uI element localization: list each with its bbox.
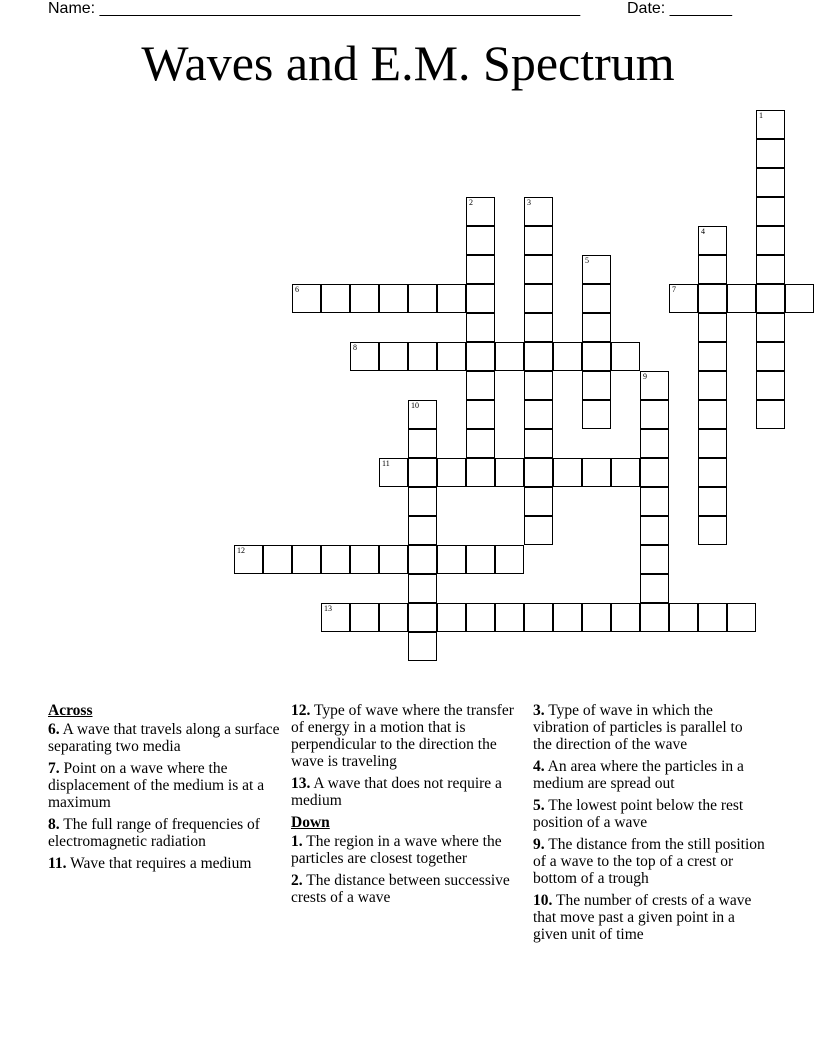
- clue-item: [533, 702, 765, 753]
- crossword-cell[interactable]: [756, 226, 785, 255]
- crossword-cell[interactable]: [466, 545, 495, 574]
- clue-item: [48, 721, 280, 755]
- crossword-cell[interactable]: [408, 516, 437, 545]
- crossword-cell[interactable]: [785, 284, 814, 313]
- crossword-cell[interactable]: [756, 255, 785, 284]
- crossword-cell[interactable]: [756, 313, 785, 342]
- crossword-cell[interactable]: [379, 342, 408, 371]
- crossword-cell[interactable]: [756, 400, 785, 429]
- crossword-cell[interactable]: [524, 458, 553, 487]
- crossword-cell[interactable]: [408, 400, 437, 429]
- crossword-cell[interactable]: [524, 342, 553, 371]
- clue-text: A wave that does not require a medium: [291, 775, 502, 809]
- crossword-cell[interactable]: [582, 342, 611, 371]
- crossword-cell[interactable]: [524, 371, 553, 400]
- crossword-cell[interactable]: [524, 226, 553, 255]
- clue-text: The lowest point below the rest position of a wave: [533, 797, 744, 831]
- clue-item: [291, 775, 523, 809]
- crossword-cell[interactable]: [321, 603, 350, 632]
- crossword-cell[interactable]: [698, 226, 727, 255]
- crossword-cell[interactable]: [582, 313, 611, 342]
- crossword-cell[interactable]: [379, 545, 408, 574]
- crossword-cell[interactable]: [553, 342, 582, 371]
- crossword-cell[interactable]: [466, 226, 495, 255]
- crossword-cell[interactable]: [698, 487, 727, 516]
- clue-item: [291, 833, 523, 867]
- crossword-cell[interactable]: [466, 458, 495, 487]
- crossword-cell[interactable]: [640, 429, 669, 458]
- clue-number: 5.: [533, 797, 545, 814]
- crossword-cell[interactable]: [524, 284, 553, 313]
- crossword-cell[interactable]: [437, 458, 466, 487]
- crossword-cell[interactable]: [756, 197, 785, 226]
- crossword-cell[interactable]: [408, 603, 437, 632]
- cell-number: 7: [672, 285, 676, 294]
- clue-column-1: [48, 702, 280, 877]
- crossword-cell[interactable]: [234, 545, 263, 574]
- clue-text: The number of crests of a wave that move past a given point in a given unit of time: [533, 892, 752, 943]
- clue-text: The full range of frequencies of electromagnetic radiation: [48, 816, 260, 850]
- clue-number: 8.: [48, 816, 60, 833]
- clue-text: Type of wave in which the vibration of particles is parallel to the direction of the wave: [533, 702, 743, 753]
- crossword-cell[interactable]: [698, 516, 727, 545]
- crossword-cell[interactable]: [466, 603, 495, 632]
- crossword-cell[interactable]: [756, 168, 785, 197]
- crossword-cell[interactable]: [582, 371, 611, 400]
- cell-number: 5: [585, 256, 589, 265]
- clue-number: 1.: [291, 833, 303, 850]
- crossword-cell[interactable]: [698, 313, 727, 342]
- crossword-cell[interactable]: [408, 342, 437, 371]
- clue-item: [533, 758, 765, 792]
- crossword-cell[interactable]: [611, 342, 640, 371]
- crossword-cell[interactable]: [408, 429, 437, 458]
- crossword-cell[interactable]: [640, 371, 669, 400]
- cell-number: 13: [324, 604, 332, 613]
- crossword-cell[interactable]: [437, 603, 466, 632]
- clue-number: 6.: [48, 721, 60, 738]
- clue-item: [48, 760, 280, 811]
- clue-number: 11.: [48, 855, 67, 872]
- crossword-cell[interactable]: [466, 255, 495, 284]
- crossword-cell[interactable]: [756, 110, 785, 139]
- clue-text: Wave that requires a medium: [70, 855, 252, 872]
- crossword-cell[interactable]: [524, 429, 553, 458]
- clue-item: [533, 892, 765, 943]
- crossword-cell[interactable]: [756, 342, 785, 371]
- crossword-cell[interactable]: [698, 429, 727, 458]
- crossword-cell[interactable]: [524, 313, 553, 342]
- crossword-cell[interactable]: [321, 284, 350, 313]
- clue-number: 9.: [533, 836, 545, 853]
- crossword-cell[interactable]: [640, 458, 669, 487]
- cell-number: 1: [759, 111, 763, 120]
- crossword-cell[interactable]: [582, 458, 611, 487]
- crossword-cell[interactable]: [466, 313, 495, 342]
- crossword-cell[interactable]: [524, 197, 553, 226]
- crossword-cell[interactable]: [582, 284, 611, 313]
- crossword-cell[interactable]: [582, 603, 611, 632]
- clue-number: 12.: [291, 702, 311, 719]
- cell-number: 8: [353, 343, 357, 352]
- clue-number: 13.: [291, 775, 311, 792]
- crossword-cell[interactable]: [611, 603, 640, 632]
- clue-text: The distance from the still position of a wave to the top of a crest or bottom of a trough: [533, 836, 765, 887]
- crossword-cell[interactable]: [408, 632, 437, 661]
- crossword-cell[interactable]: [524, 487, 553, 516]
- crossword-cell[interactable]: [350, 545, 379, 574]
- crossword-cell[interactable]: [437, 342, 466, 371]
- crossword-cell[interactable]: [408, 458, 437, 487]
- crossword-cell[interactable]: [727, 603, 756, 632]
- clue-item: [533, 797, 765, 831]
- crossword-cell[interactable]: [582, 255, 611, 284]
- crossword-cell[interactable]: [640, 603, 669, 632]
- crossword-cell[interactable]: [466, 400, 495, 429]
- crossword-cell[interactable]: [466, 429, 495, 458]
- date-field-label: Date: _______: [627, 0, 732, 17]
- crossword-cell[interactable]: [321, 545, 350, 574]
- crossword-cell[interactable]: [379, 284, 408, 313]
- crossword-cell[interactable]: [495, 458, 524, 487]
- crossword-cell[interactable]: [292, 284, 321, 313]
- crossword-cell[interactable]: [350, 284, 379, 313]
- cell-number: 10: [411, 401, 419, 410]
- clue-item: [291, 872, 523, 906]
- name-field-label: Name: ______________________________________________________: [48, 0, 581, 17]
- clue-text: Type of wave where the transfer of energy in a motion that is perpendicular to the direction the wave is traveling: [291, 702, 514, 770]
- cell-number: 11: [382, 459, 390, 468]
- crossword-cell[interactable]: [350, 342, 379, 371]
- cell-number: 3: [527, 198, 531, 207]
- crossword-cell[interactable]: [524, 255, 553, 284]
- crossword-cell[interactable]: [466, 371, 495, 400]
- crossword-cell[interactable]: [524, 603, 553, 632]
- crossword-cell[interactable]: [640, 400, 669, 429]
- clue-number: 3.: [533, 702, 545, 719]
- crossword-cell[interactable]: [408, 545, 437, 574]
- crossword-cell[interactable]: [466, 197, 495, 226]
- crossword-cell[interactable]: [524, 516, 553, 545]
- crossword-cell[interactable]: [466, 342, 495, 371]
- crossword-cell[interactable]: [263, 545, 292, 574]
- crossword-cell[interactable]: [756, 139, 785, 168]
- clue-text: The region in a wave where the particles are closest together: [291, 833, 502, 867]
- crossword-cell[interactable]: [640, 487, 669, 516]
- clue-item: [533, 836, 765, 887]
- clue-item: [291, 702, 523, 770]
- crossword-cell[interactable]: [466, 284, 495, 313]
- crossword-cell[interactable]: [437, 284, 466, 313]
- crossword-cell[interactable]: [408, 284, 437, 313]
- clue-section-heading: Down: [291, 814, 330, 831]
- crossword-cell[interactable]: [553, 603, 582, 632]
- crossword-cell[interactable]: [495, 603, 524, 632]
- cell-number: 4: [701, 227, 705, 236]
- crossword-cell[interactable]: [698, 458, 727, 487]
- crossword-cell[interactable]: [524, 400, 553, 429]
- clue-number: 7.: [48, 760, 60, 777]
- crossword-cell[interactable]: [611, 458, 640, 487]
- crossword-cell[interactable]: [408, 574, 437, 603]
- crossword-cell[interactable]: [379, 458, 408, 487]
- crossword-cell[interactable]: [640, 545, 669, 574]
- crossword-cell[interactable]: [698, 371, 727, 400]
- crossword-cell[interactable]: [698, 284, 727, 313]
- crossword-cell[interactable]: [582, 400, 611, 429]
- clue-column-2: [291, 702, 523, 911]
- crossword-cell[interactable]: [669, 284, 698, 313]
- crossword-cell[interactable]: [408, 487, 437, 516]
- clue-number: 2.: [291, 872, 303, 889]
- crossword-cell[interactable]: [756, 371, 785, 400]
- clue-item: [48, 816, 280, 850]
- crossword-cell[interactable]: [379, 603, 408, 632]
- crossword-cell[interactable]: [640, 574, 669, 603]
- clue-item: [48, 855, 280, 872]
- crossword-cell[interactable]: [756, 284, 785, 313]
- clue-text: A wave that travels along a surface separating two media: [48, 721, 280, 755]
- cell-number: 12: [237, 546, 245, 555]
- crossword-cell[interactable]: [698, 342, 727, 371]
- crossword-cell[interactable]: [292, 545, 321, 574]
- cell-number: 9: [643, 372, 647, 381]
- crossword-cell[interactable]: [495, 342, 524, 371]
- crossword-cell[interactable]: [495, 545, 524, 574]
- page-title: Waves and E.M. Spectrum: [141, 35, 675, 91]
- crossword-cell[interactable]: [553, 458, 582, 487]
- clue-text: An area where the particles in a medium are spread out: [533, 758, 744, 792]
- cell-number: 2: [469, 198, 473, 207]
- crossword-cell[interactable]: [350, 603, 379, 632]
- clue-number: 10.: [533, 892, 553, 909]
- crossword-cell[interactable]: [437, 545, 466, 574]
- clue-text: Point on a wave where the displacement of the medium is at a maximum: [48, 760, 265, 811]
- crossword-cell[interactable]: [669, 603, 698, 632]
- crossword-cell[interactable]: [698, 255, 727, 284]
- cell-number: 6: [295, 285, 299, 294]
- crossword-cell[interactable]: [727, 284, 756, 313]
- crossword-cell[interactable]: [640, 516, 669, 545]
- clue-section-heading: Across: [48, 702, 93, 719]
- crossword-cell[interactable]: [698, 603, 727, 632]
- crossword-cell[interactable]: [698, 400, 727, 429]
- clue-text: The distance between successive crests of a wave: [291, 872, 510, 906]
- clue-column-3: [533, 702, 765, 948]
- clue-number: 4.: [533, 758, 545, 775]
